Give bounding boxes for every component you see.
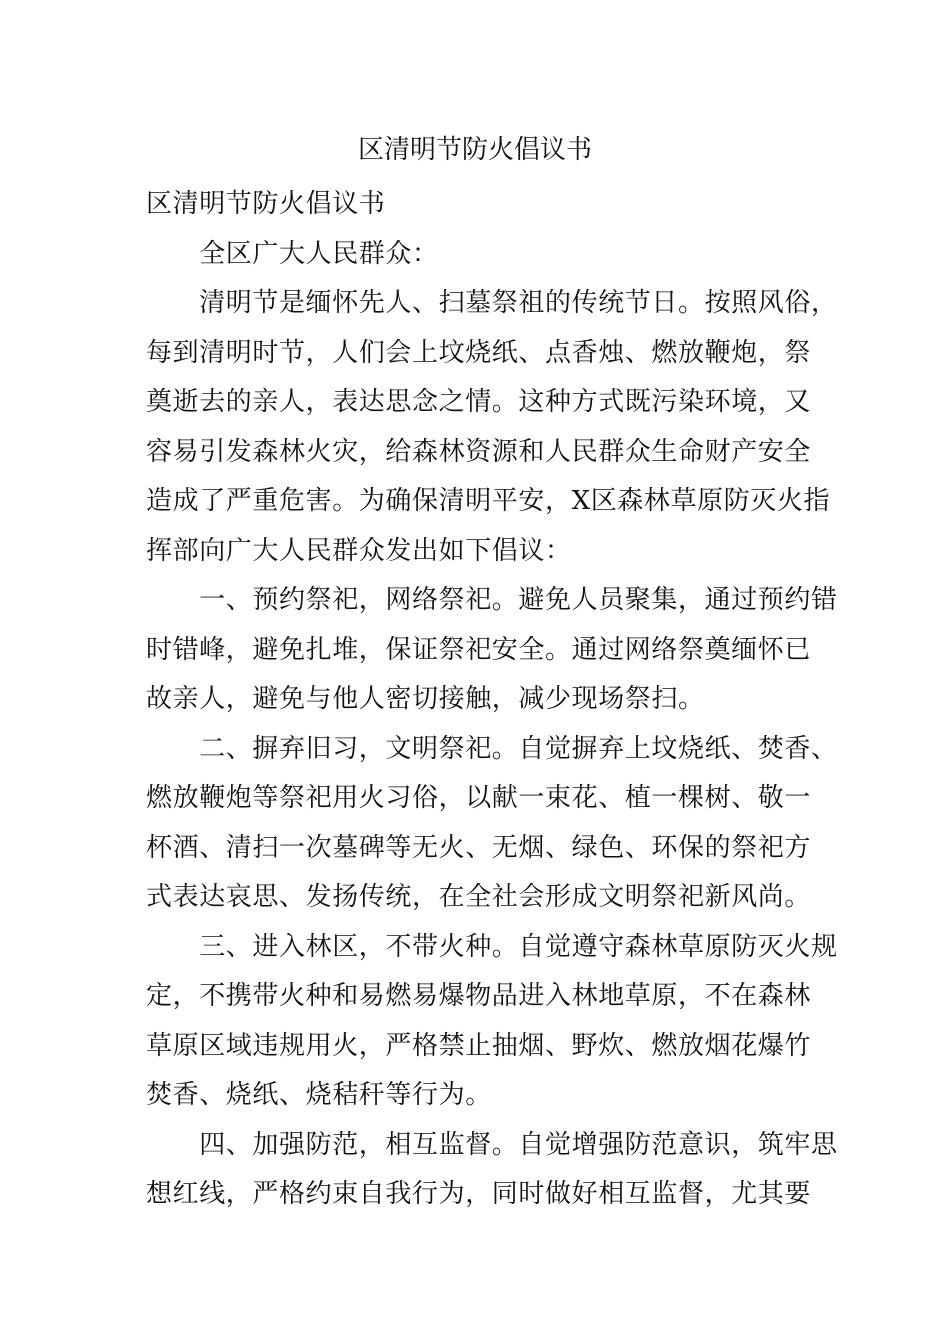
paragraph-line: 容易引发森林火灾，给森林资源和人民群众生命财产安全 xyxy=(146,436,812,467)
paragraph-line: 挥部向广大人民群众发出如下倡议： xyxy=(146,535,572,566)
paragraph-line: 式表达哀思、发扬传统，在全社会形成文明祭祀新风尚。 xyxy=(146,882,812,912)
paragraph-line: 时错峰，避免扎堆，保证祭祀安全。通过网络祭奠缅怀已 xyxy=(146,634,812,665)
paragraph-line: 造成了严重危害。为确保清明平安，X区森林草原防灭火指 xyxy=(146,486,831,516)
subtitle-line: 区清明节防火倡议书 xyxy=(146,189,386,219)
paragraph-line: 焚香、烧纸、烧秸秆等行为。 xyxy=(146,1080,492,1110)
paragraph-line: 三、进入林区，不带火种。自觉遵守森林草原防灭火规 xyxy=(146,931,838,962)
paragraph-line: 奠逝去的亲人，表达思念之情。这种方式既污染环境，又 xyxy=(146,387,812,417)
paragraph-line: 四、加强防范，相互监督。自觉增强防范意识，筑牢思 xyxy=(146,1129,838,1160)
paragraph-line: 二、摒弃旧习，文明祭祀。自觉摒弃上坟烧纸、焚香、 xyxy=(146,733,838,764)
paragraph-line: 故亲人，避免与他人密切接触，减少现场祭扫。 xyxy=(146,684,705,714)
paragraph-line: 想红线，严格约束自我行为，同时做好相互监督，尤其要 xyxy=(146,1179,812,1209)
salutation-line: 全区广大人民群众： xyxy=(146,238,439,269)
paragraph-line: 一、预约祭祀，网络祭祀。避免人员聚集，通过预约错 xyxy=(146,585,838,615)
document-title: 区清明节防火倡议书 xyxy=(357,135,592,165)
paragraph-line: 燃放鞭炮等祭祀用火习俗，以献一束花、植一棵树、敬一 xyxy=(146,783,812,813)
document-body xyxy=(146,180,838,1220)
paragraph-line: 每到清明时节，人们会上坟烧纸、点香烛、燃放鞭炮，祭 xyxy=(146,337,812,368)
paragraph-line: 清明节是缅怀先人、扫墓祭祖的传统节日。按照风俗， xyxy=(146,288,838,318)
paragraph-line: 杯酒、清扫一次墓碑等无火、无烟、绿色、环保的祭祀方 xyxy=(146,832,812,863)
paragraph-line: 定，不携带火种和易燃易爆物品进入林地草原，不在森林 xyxy=(146,981,812,1011)
paragraph-line: 草原区域违规用火，严格禁止抽烟、野炊、燃放烟花爆竹 xyxy=(146,1030,812,1061)
